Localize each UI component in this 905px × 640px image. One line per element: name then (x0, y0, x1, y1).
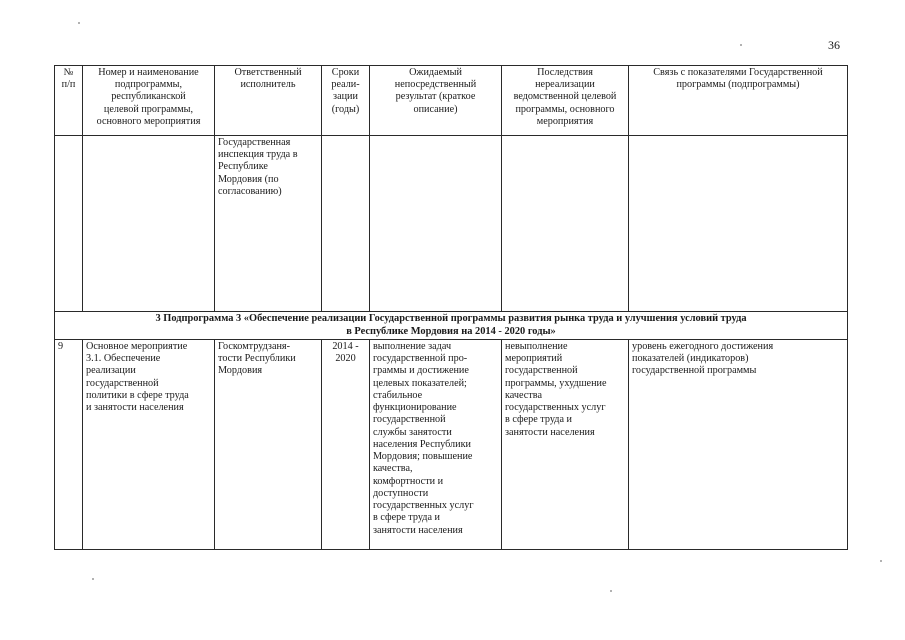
row-number: 9 (55, 340, 83, 550)
page-number: 36 (828, 38, 840, 52)
row-executor: Госкомтрудзаня- тости Республики Мордовия (215, 340, 322, 550)
program-table (54, 65, 848, 550)
header-result: Ожидаемый непосредственный результат (краткое описание) (370, 66, 502, 136)
row-indicators: уровень ежегодного достижения показателей (индикаторов) государственной программы (629, 340, 848, 550)
header-executor: Ответственный исполнитель (215, 66, 322, 136)
scan-speck (740, 44, 742, 46)
header-indicators: Связь с показателями Государственной программы (подпрограммы) (629, 66, 848, 136)
cont-executor-cell: Государственная инспекция труда в Республике Мордовия (по согласованию) (215, 136, 322, 312)
row-result: выполнение задач государственной про- граммы и достижение целевых показателей; стабильное функционирование государственной службы занятости населения Республики Мордовия; повышение качества, комфортности и доступности государственных услуг в сфере труда и занятости населения (370, 340, 502, 550)
row-name: Основное мероприятие 3.1. Обеспечение реализации государственной политики в сфере труда и занятости населения (83, 340, 215, 550)
header-consequences: Последствия нереализации ведомственной целевой программы, основного мероприятия (502, 66, 629, 136)
cont-consequences-cell (502, 136, 629, 312)
cont-result-cell (370, 136, 502, 312)
scan-speck (92, 578, 94, 580)
scan-speck (880, 560, 882, 562)
table-row (55, 340, 848, 550)
header-number: № п/п (55, 66, 83, 136)
table-row (55, 136, 848, 312)
cont-indicators-cell (629, 136, 848, 312)
row-period: 2014 - 2020 (322, 340, 370, 550)
header-name: Номер и наименование подпрограммы, республиканской целевой программы, основного мероприятия (83, 66, 215, 136)
scan-speck (610, 590, 612, 592)
subprogram-row (55, 312, 848, 340)
row-consequences: невыполнение мероприятий государственной программы, ухудшение качества государственных услуг в сфере труда и занятости населения (502, 340, 629, 550)
header-period: Сроки реали- зации (годы) (322, 66, 370, 136)
cont-name-cell (83, 136, 215, 312)
cont-period-cell (322, 136, 370, 312)
scan-speck (78, 22, 80, 24)
subprogram-title: 3 Подпрограмма 3 «Обеспечение реализации Государственной программы развития рынка труда и улучшения условий труда в Республике Мордовия на 2014 - 2020 годы» (55, 312, 848, 340)
cont-num-cell (55, 136, 83, 312)
table-header-row (55, 66, 848, 136)
